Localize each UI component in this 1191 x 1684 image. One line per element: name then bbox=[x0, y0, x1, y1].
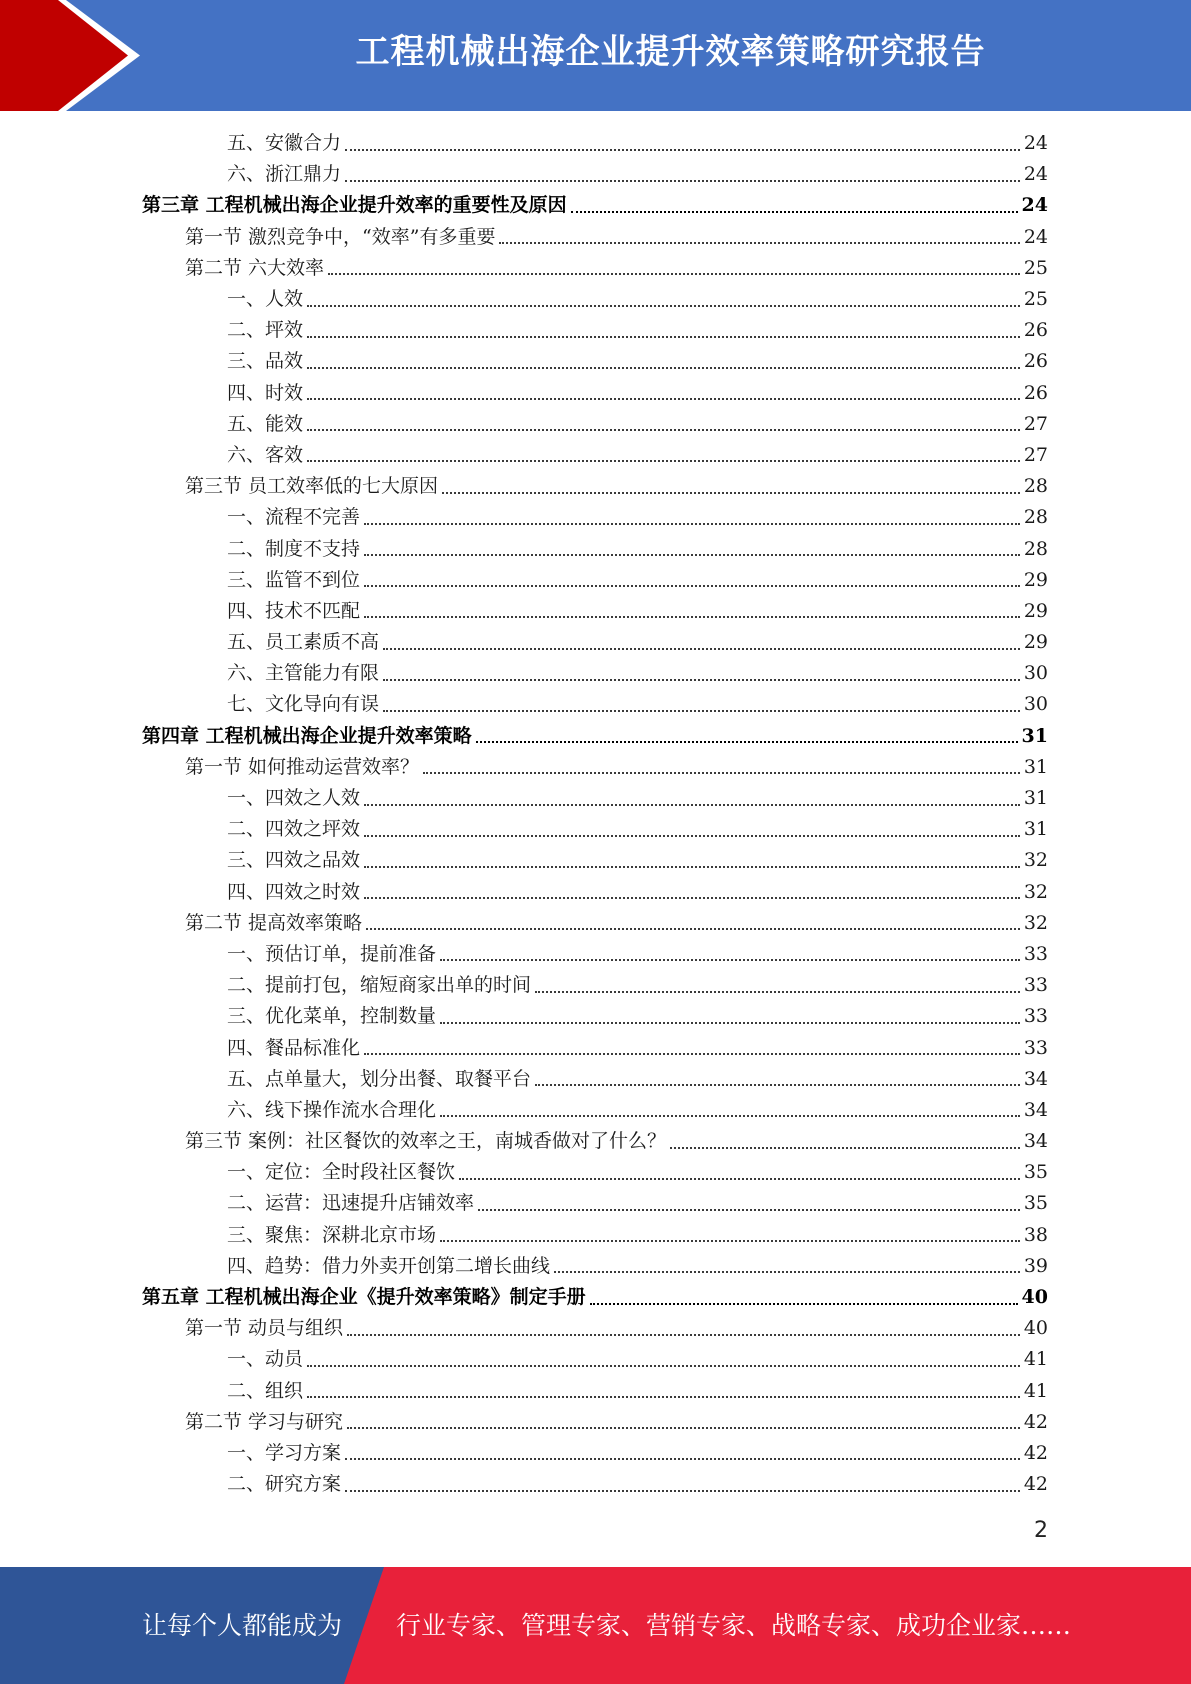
toc-entry-label: 一、人效 bbox=[227, 288, 304, 311]
toc-entry-page: 33 bbox=[1023, 974, 1048, 997]
toc-dot-leader bbox=[307, 305, 1020, 307]
toc-entry-page: 35 bbox=[1023, 1192, 1048, 1215]
toc-section-entry[interactable] bbox=[185, 1407, 1048, 1438]
toc-dot-leader bbox=[366, 928, 1020, 930]
toc-entry-label: 第一节 动员与组织 bbox=[185, 1317, 344, 1340]
toc-entry-label: 第五章 工程机械出海企业《提升效率策略》制定手册 bbox=[142, 1286, 586, 1309]
toc-subsection-entry[interactable] bbox=[227, 284, 1048, 315]
toc-entry-page: 26 bbox=[1023, 350, 1048, 373]
toc-entry-label: 一、动员 bbox=[227, 1348, 304, 1371]
toc-entry-label: 第三章 工程机械出海企业提升效率的重要性及原因 bbox=[142, 194, 567, 217]
toc-subsection-entry[interactable] bbox=[227, 877, 1048, 908]
toc-dot-leader bbox=[328, 273, 1020, 275]
toc-subsection-entry[interactable] bbox=[227, 814, 1048, 845]
toc-entry-page: 27 bbox=[1023, 412, 1048, 435]
toc-dot-leader bbox=[476, 741, 1018, 743]
toc-dot-leader bbox=[383, 679, 1020, 681]
toc-dot-leader bbox=[307, 1396, 1020, 1398]
toc-dot-leader bbox=[440, 959, 1020, 961]
toc-entry-page: 30 bbox=[1023, 693, 1048, 716]
toc-entry-label: 四、时效 bbox=[227, 381, 304, 404]
toc-dot-leader bbox=[670, 1147, 1020, 1149]
toc-section-entry[interactable] bbox=[185, 222, 1048, 253]
toc-dot-leader bbox=[590, 1303, 1018, 1305]
toc-entry-page: 25 bbox=[1023, 256, 1048, 279]
toc-entry-page: 41 bbox=[1023, 1348, 1048, 1371]
toc-subsection-entry[interactable] bbox=[227, 1469, 1048, 1500]
toc-entry-page: 38 bbox=[1023, 1223, 1048, 1246]
toc-dot-leader bbox=[364, 616, 1020, 618]
toc-subsection-entry[interactable] bbox=[227, 128, 1048, 159]
toc-dot-leader bbox=[423, 772, 1020, 774]
toc-subsection-entry[interactable] bbox=[227, 533, 1048, 564]
toc-dot-leader bbox=[364, 866, 1020, 868]
toc-entry-page: 32 bbox=[1023, 880, 1048, 903]
toc-entry-page: 34 bbox=[1023, 1067, 1048, 1090]
toc-entry-label: 六、客效 bbox=[227, 443, 304, 466]
toc-entry-page: 24 bbox=[1023, 225, 1048, 248]
toc-section-entry[interactable] bbox=[185, 908, 1048, 939]
toc-entry-page: 33 bbox=[1023, 942, 1048, 965]
toc-entry-page: 24 bbox=[1023, 132, 1048, 155]
toc-entry-page: 40 bbox=[1023, 1317, 1048, 1340]
toc-entry-label: 二、运营：迅速提升店铺效率 bbox=[227, 1192, 475, 1215]
toc-subsection-entry[interactable] bbox=[227, 939, 1048, 970]
toc-entry-page: 29 bbox=[1023, 599, 1048, 622]
toc-entry-page: 35 bbox=[1023, 1161, 1048, 1184]
toc-subsection-entry[interactable] bbox=[227, 1032, 1048, 1063]
toc-entry-label: 第一节 如何推动运营效率？ bbox=[185, 755, 420, 778]
toc-subsection-entry[interactable] bbox=[227, 378, 1048, 409]
toc-section-entry[interactable] bbox=[185, 471, 1048, 502]
toc-entry-label: 二、提前打包，缩短商家出单的时间 bbox=[227, 974, 532, 997]
toc-dot-leader bbox=[440, 1240, 1020, 1242]
toc-subsection-entry[interactable] bbox=[227, 159, 1048, 190]
toc-dot-leader bbox=[364, 585, 1020, 587]
toc-dot-leader bbox=[364, 1053, 1020, 1055]
toc-dot-leader bbox=[364, 804, 1020, 806]
toc-entry-label: 一、学习方案 bbox=[227, 1441, 342, 1464]
toc-subsection-entry[interactable] bbox=[227, 409, 1048, 440]
toc-subsection-entry[interactable] bbox=[227, 596, 1048, 627]
table-of-contents bbox=[0, 128, 1191, 1500]
toc-entry-label: 二、四效之坪效 bbox=[227, 818, 361, 841]
toc-dot-leader bbox=[478, 1209, 1020, 1211]
toc-entry-label: 第二节 学习与研究 bbox=[185, 1410, 344, 1433]
toc-entry-page: 39 bbox=[1023, 1254, 1048, 1277]
toc-dot-leader bbox=[345, 149, 1020, 151]
toc-dot-leader bbox=[440, 1115, 1020, 1117]
toc-dot-leader bbox=[345, 1458, 1020, 1460]
toc-section-entry[interactable] bbox=[185, 1313, 1048, 1344]
toc-entry-page: 42 bbox=[1023, 1473, 1048, 1496]
toc-entry-page: 40 bbox=[1021, 1286, 1048, 1309]
toc-entry-label: 四、四效之时效 bbox=[227, 880, 361, 903]
toc-entry-page: 34 bbox=[1023, 1098, 1048, 1121]
toc-subsection-entry[interactable] bbox=[227, 315, 1048, 346]
report-title: 工程机械出海企业提升效率策略研究报告 bbox=[355, 32, 986, 72]
toc-entry-label: 一、四效之人效 bbox=[227, 787, 361, 810]
toc-dot-leader bbox=[364, 897, 1020, 899]
toc-entry-label: 一、流程不完善 bbox=[227, 506, 361, 529]
toc-entry-page: 34 bbox=[1023, 1130, 1048, 1153]
toc-entry-page: 26 bbox=[1023, 319, 1048, 342]
toc-entry-label: 四、技术不匹配 bbox=[227, 599, 361, 622]
toc-entry-page: 41 bbox=[1023, 1379, 1048, 1402]
page-number: 2 bbox=[1034, 1518, 1048, 1543]
toc-entry-page: 33 bbox=[1023, 1036, 1048, 1059]
toc-entry-label: 一、预估订单，提前准备 bbox=[227, 942, 437, 965]
toc-entry-page: 32 bbox=[1023, 911, 1048, 934]
toc-entry-label: 五、员工素质不高 bbox=[227, 631, 380, 654]
toc-entry-page: 24 bbox=[1021, 194, 1048, 217]
toc-entry-page: 30 bbox=[1023, 662, 1048, 685]
toc-chapter-entry[interactable] bbox=[142, 1282, 1048, 1313]
toc-entry-label: 第四章 工程机械出海企业提升效率策略 bbox=[142, 724, 472, 747]
toc-dot-leader bbox=[364, 554, 1020, 556]
toc-entry-page: 31 bbox=[1021, 724, 1048, 747]
toc-dot-leader bbox=[345, 1490, 1020, 1492]
toc-entry-page: 29 bbox=[1023, 631, 1048, 654]
toc-entry-label: 六、浙江鼎力 bbox=[227, 163, 342, 186]
toc-dot-leader bbox=[307, 429, 1020, 431]
toc-entry-label: 第二节 六大效率 bbox=[185, 256, 325, 279]
toc-entry-page: 32 bbox=[1023, 849, 1048, 872]
toc-entry-page: 31 bbox=[1023, 818, 1048, 841]
toc-entry-label: 三、品效 bbox=[227, 350, 304, 373]
toc-dot-leader bbox=[383, 710, 1020, 712]
toc-entry-label: 二、制度不支持 bbox=[227, 537, 361, 560]
toc-entry-label: 二、组织 bbox=[227, 1379, 304, 1402]
toc-dot-leader bbox=[554, 1271, 1020, 1273]
toc-entry-page: 31 bbox=[1023, 787, 1048, 810]
toc-entry-label: 六、线下操作流水合理化 bbox=[227, 1098, 437, 1121]
toc-entry-page: 31 bbox=[1023, 755, 1048, 778]
toc-subsection-entry[interactable] bbox=[227, 1157, 1048, 1188]
toc-entry-label: 第一节 激烈竞争中，“效率”有多重要 bbox=[185, 225, 496, 248]
toc-entry-label: 一、定位：全时段社区餐饮 bbox=[227, 1161, 456, 1184]
footer-slogan-right: 行业专家、管理专家、营销专家、战略专家、成功企业家…… bbox=[396, 1611, 1072, 1640]
toc-dot-leader bbox=[364, 835, 1020, 837]
toc-entry-label: 二、坪效 bbox=[227, 319, 304, 342]
toc-entry-label: 四、趋势：借力外卖开创第二增长曲线 bbox=[227, 1254, 551, 1277]
toc-dot-leader bbox=[307, 367, 1020, 369]
toc-subsection-entry[interactable] bbox=[227, 1188, 1048, 1219]
toc-entry-label: 三、监管不到位 bbox=[227, 568, 361, 591]
toc-entry-label: 第三节 案例：社区餐饮的效率之王，南城香做对了什么？ bbox=[185, 1130, 667, 1153]
toc-entry-page: 25 bbox=[1023, 288, 1048, 311]
toc-subsection-entry[interactable] bbox=[227, 1376, 1048, 1407]
toc-entry-label: 二、研究方案 bbox=[227, 1473, 342, 1496]
toc-dot-leader bbox=[440, 1022, 1020, 1024]
toc-subsection-entry[interactable] bbox=[227, 565, 1048, 596]
toc-entry-page: 28 bbox=[1023, 506, 1048, 529]
toc-entry-label: 第二节 提高效率策略 bbox=[185, 911, 363, 934]
toc-entry-label: 五、安徽合力 bbox=[227, 132, 342, 155]
toc-subsection-entry[interactable] bbox=[227, 1001, 1048, 1032]
toc-entry-page: 33 bbox=[1023, 1005, 1048, 1028]
toc-subsection-entry[interactable] bbox=[227, 1220, 1048, 1251]
footer-slogan-left: 让每个人都能成为 bbox=[142, 1611, 343, 1640]
toc-dot-leader bbox=[307, 460, 1020, 462]
toc-dot-leader bbox=[499, 242, 1019, 244]
toc-subsection-entry[interactable] bbox=[227, 689, 1048, 720]
toc-dot-leader bbox=[383, 648, 1020, 650]
toc-entry-label: 第三节 员工效率低的七大原因 bbox=[185, 475, 439, 498]
toc-subsection-entry[interactable] bbox=[227, 627, 1048, 658]
toc-entry-page: 28 bbox=[1023, 537, 1048, 560]
toc-subsection-entry[interactable] bbox=[227, 440, 1048, 471]
toc-dot-leader bbox=[364, 523, 1020, 525]
toc-entry-page: 26 bbox=[1023, 381, 1048, 404]
toc-section-entry[interactable] bbox=[185, 752, 1048, 783]
toc-entry-page: 27 bbox=[1023, 443, 1048, 466]
toc-subsection-entry[interactable] bbox=[227, 845, 1048, 876]
toc-subsection-entry[interactable] bbox=[227, 783, 1048, 814]
toc-entry-label: 三、聚焦：深耕北京市场 bbox=[227, 1223, 437, 1246]
toc-subsection-entry[interactable] bbox=[227, 970, 1048, 1001]
toc-entry-page: 24 bbox=[1023, 163, 1048, 186]
toc-dot-leader bbox=[442, 492, 1020, 494]
toc-entry-page: 42 bbox=[1023, 1441, 1048, 1464]
toc-subsection-entry[interactable] bbox=[227, 1095, 1048, 1126]
toc-entry-page: 29 bbox=[1023, 568, 1048, 591]
toc-dot-leader bbox=[307, 336, 1020, 338]
toc-subsection-entry[interactable] bbox=[227, 502, 1048, 533]
toc-dot-leader bbox=[571, 211, 1018, 213]
toc-entry-label: 六、主管能力有限 bbox=[227, 662, 380, 685]
toc-entry-label: 三、优化菜单，控制数量 bbox=[227, 1005, 437, 1028]
toc-dot-leader bbox=[347, 1334, 1020, 1336]
toc-subsection-entry[interactable] bbox=[227, 1438, 1048, 1469]
toc-subsection-entry[interactable] bbox=[227, 346, 1048, 377]
toc-dot-leader bbox=[307, 398, 1020, 400]
toc-entry-label: 三、四效之品效 bbox=[227, 849, 361, 872]
toc-dot-leader bbox=[307, 1365, 1020, 1367]
toc-subsection-entry[interactable] bbox=[227, 1251, 1048, 1282]
toc-dot-leader bbox=[459, 1178, 1020, 1180]
toc-dot-leader bbox=[345, 180, 1020, 182]
toc-chapter-entry[interactable] bbox=[142, 190, 1048, 221]
toc-dot-leader bbox=[535, 1084, 1020, 1086]
toc-entry-page: 42 bbox=[1023, 1410, 1048, 1433]
toc-entry-label: 四、餐品标准化 bbox=[227, 1036, 361, 1059]
footer-banner bbox=[0, 1567, 1191, 1684]
toc-section-entry[interactable] bbox=[185, 253, 1048, 284]
toc-subsection-entry[interactable] bbox=[227, 1344, 1048, 1375]
toc-entry-page: 28 bbox=[1023, 475, 1048, 498]
header-banner bbox=[0, 0, 1191, 111]
red-chevron-decoration bbox=[0, 0, 160, 111]
toc-subsection-entry[interactable] bbox=[227, 1064, 1048, 1095]
toc-chapter-entry[interactable] bbox=[142, 721, 1048, 752]
toc-subsection-entry[interactable] bbox=[227, 658, 1048, 689]
toc-entry-label: 五、点单量大，划分出餐、取餐平台 bbox=[227, 1067, 532, 1090]
toc-dot-leader bbox=[347, 1427, 1020, 1429]
toc-section-entry[interactable] bbox=[185, 1126, 1048, 1157]
toc-entry-label: 七、文化导向有误 bbox=[227, 693, 380, 716]
toc-entry-label: 五、能效 bbox=[227, 412, 304, 435]
toc-dot-leader bbox=[535, 991, 1020, 993]
